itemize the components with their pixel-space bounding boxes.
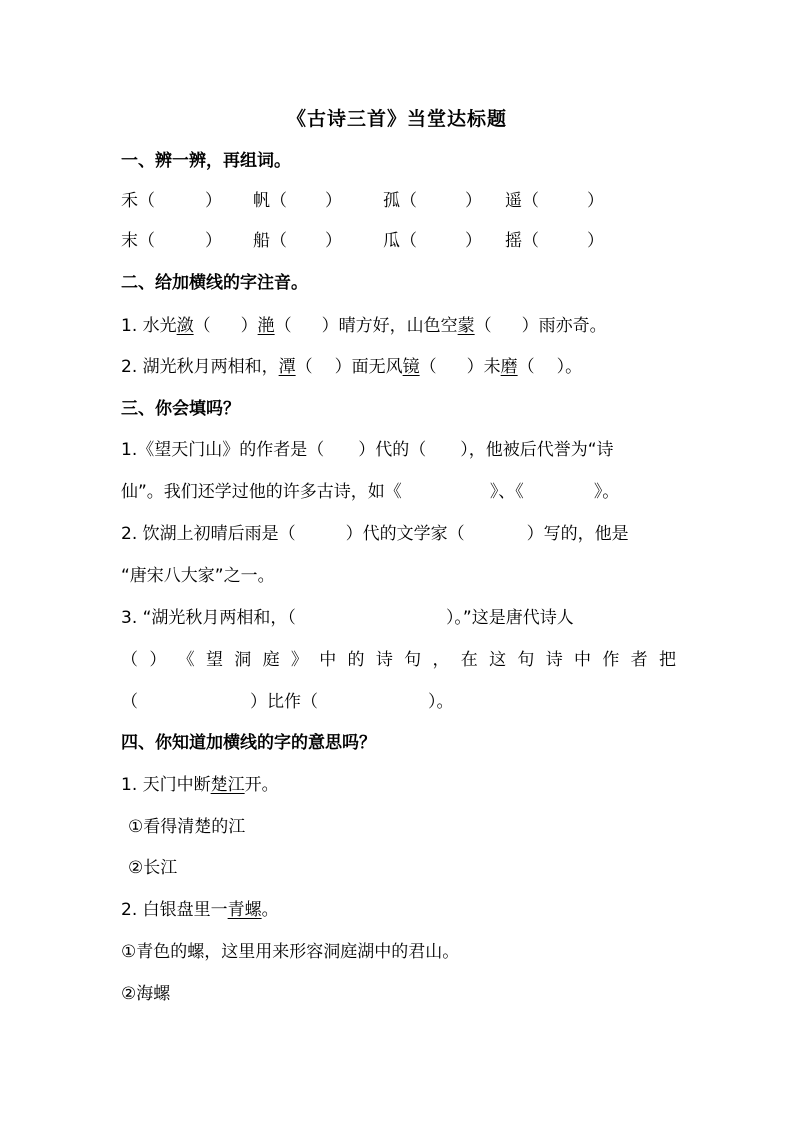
section2-q1: 1. 水光潋（ ）滟（ ）晴方好，山色空蒙（ ）雨亦奇。 [121, 316, 607, 336]
section3-q1-line1: 1.《望天门山》的作者是（ ）代的（ ），他被后代誉为“诗 [121, 440, 614, 460]
page-title: 《古诗三首》当堂达标题 [286, 108, 507, 130]
section4-q2-option2: ②海螺 [121, 984, 171, 1004]
section1-row1 [121, 186, 676, 216]
q1-underlined-word: 楚江 [210, 775, 245, 795]
section1-row2 [121, 226, 676, 256]
q2-word1: 潭 [278, 357, 296, 377]
q2-prefix: 2. 湖光秋月两相和， [121, 357, 279, 377]
row2-char2-open: 船（ [253, 231, 287, 251]
section3-q3-line3: （ ）比作（ ）。 [121, 692, 454, 712]
row1-char1-close: ） [205, 191, 222, 211]
q1-word3: 蒙 [457, 316, 475, 336]
q1-word1: 潋 [176, 316, 194, 336]
row1-char1-open: 禾（ [121, 191, 155, 211]
row2-char2-close: ） [325, 231, 342, 251]
q2-word2: 镜 [402, 357, 420, 377]
q2-underlined-word: 青螺 [227, 900, 262, 920]
section3-q2-line1: 2. 饮湖上初晴后雨是（ ）代的文学家（ ）写的，他是 [121, 524, 629, 544]
section1-heading: 一、辨一辨，再组词。 [121, 151, 291, 171]
q2-word3: 磨 [500, 357, 518, 377]
section3-q3-line1: 3. “湖光秋月两相和，（ ）。”这是唐代诗人 [121, 608, 574, 628]
section4-q1-option1: ①看得清楚的江 [128, 817, 246, 837]
q1-prefix: 1. 水光 [121, 316, 177, 336]
row2-char3-open: 瓜（ [383, 231, 417, 251]
row2-char4-close: ） [587, 231, 604, 251]
row2-char3-close: ） [465, 231, 482, 251]
section3-q3-line2: （ ） 《 望 洞 庭 》 中 的 诗 句 ， 在 这 句 诗 中 作 者 把 [121, 650, 676, 670]
section3-q2-line2: “唐宋八大家”之一。 [121, 566, 275, 586]
row1-char2-close: ） [325, 191, 342, 211]
row1-char3-close: ） [465, 191, 482, 211]
section4-q1: 1. 天门中断楚江开。 [121, 775, 279, 795]
section4-q1-option2: ②长江 [128, 858, 178, 878]
row1-char3-open: 孤（ [383, 191, 417, 211]
section2-heading: 二、给加横线的字注音。 [121, 273, 308, 293]
section4-q2: 2. 白银盘里一青螺。 [121, 900, 279, 920]
section3-q1-line2: 仙”。我们还学过他的许多古诗，如《 》、《 》。 [121, 482, 620, 502]
row1-char2-open: 帆（ [253, 191, 287, 211]
row2-char4-open: 摇（ [505, 231, 539, 251]
row2-char1-close: ） [205, 231, 222, 251]
row1-char4-close: ） [587, 191, 604, 211]
section2-q2: 2. 湖光秋月两相和，潭（ ）面无风镜（ ）未磨（ ）。 [121, 357, 583, 377]
q1-word2: 滟 [257, 316, 275, 336]
row1-char4-open: 遥（ [505, 191, 539, 211]
section4-heading: 四、你知道加横线的字的意思吗？ [121, 733, 376, 753]
section4-q2-option1: ①青色的螺，这里用来形容洞庭湖中的君山。 [121, 942, 460, 962]
section3-heading: 三、你会填吗？ [121, 399, 240, 419]
row2-char1-open: 末（ [121, 231, 155, 251]
